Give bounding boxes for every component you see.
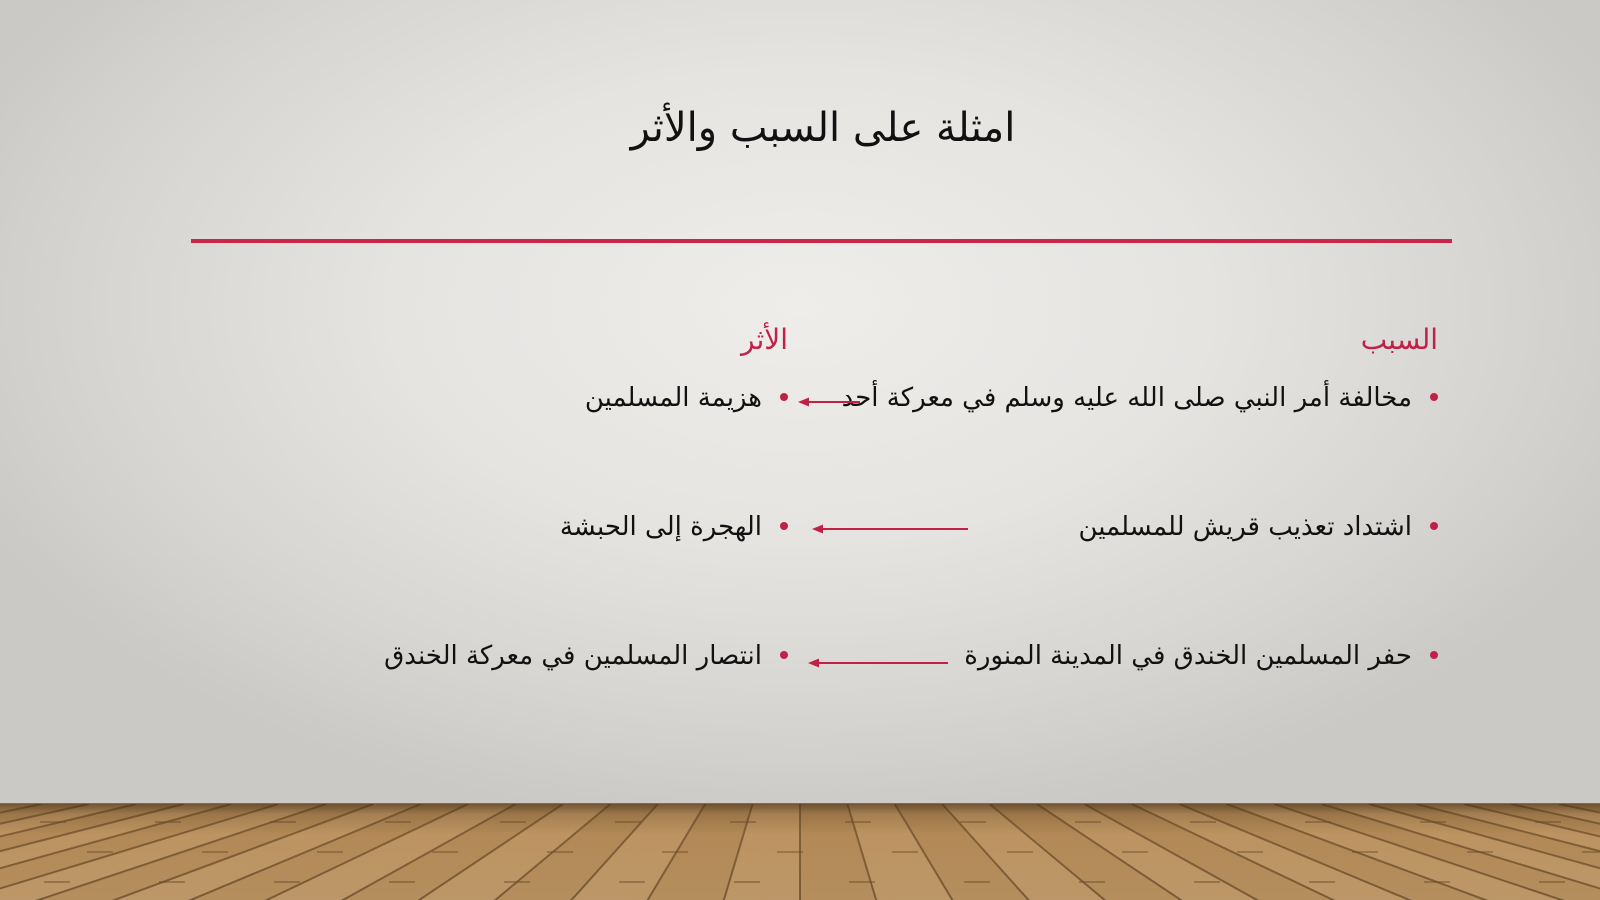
bullet-dot-icon [1430, 393, 1438, 401]
title-divider-line [191, 239, 1452, 243]
wood-floor-image [0, 803, 1600, 900]
bullet-dot-icon [1430, 522, 1438, 530]
effect-item-1 [585, 383, 788, 413]
cause-text: حفر المسلمين الخندق في المدينة المنورة [964, 641, 1412, 671]
effect-text: هزيمة المسلمين [584, 383, 762, 413]
bullet-dot-icon [780, 393, 788, 401]
cause-text: مخالفة أمر النبي صلى الله عليه وسلم في معركة أحد [841, 383, 1412, 413]
arrow-left-icon [812, 523, 968, 535]
wood-planks-graphic [0, 804, 1600, 900]
effect-item-2 [560, 512, 788, 542]
slide-title: امثلة على السبب والأثر [630, 105, 1016, 151]
cause-item-2 [1079, 512, 1438, 542]
bullet-dot-icon [1430, 651, 1438, 659]
cause-column-header: السبب [1360, 323, 1438, 356]
effect-text: الهجرة إلى الحبشة [559, 512, 762, 542]
cause-item-3 [964, 641, 1438, 671]
effect-text: انتصار المسلمين في معركة الخندق [384, 641, 762, 671]
bullet-dot-icon [780, 522, 788, 530]
arrow-left-icon [798, 396, 860, 408]
effect-column-header: الأثر [741, 323, 788, 356]
cause-text: اشتداد تعذيب قريش للمسلمين [1078, 512, 1412, 542]
effect-item-3 [384, 641, 788, 671]
cause-item-1 [842, 383, 1438, 413]
arrow-left-icon [808, 657, 948, 669]
bullet-dot-icon [780, 651, 788, 659]
